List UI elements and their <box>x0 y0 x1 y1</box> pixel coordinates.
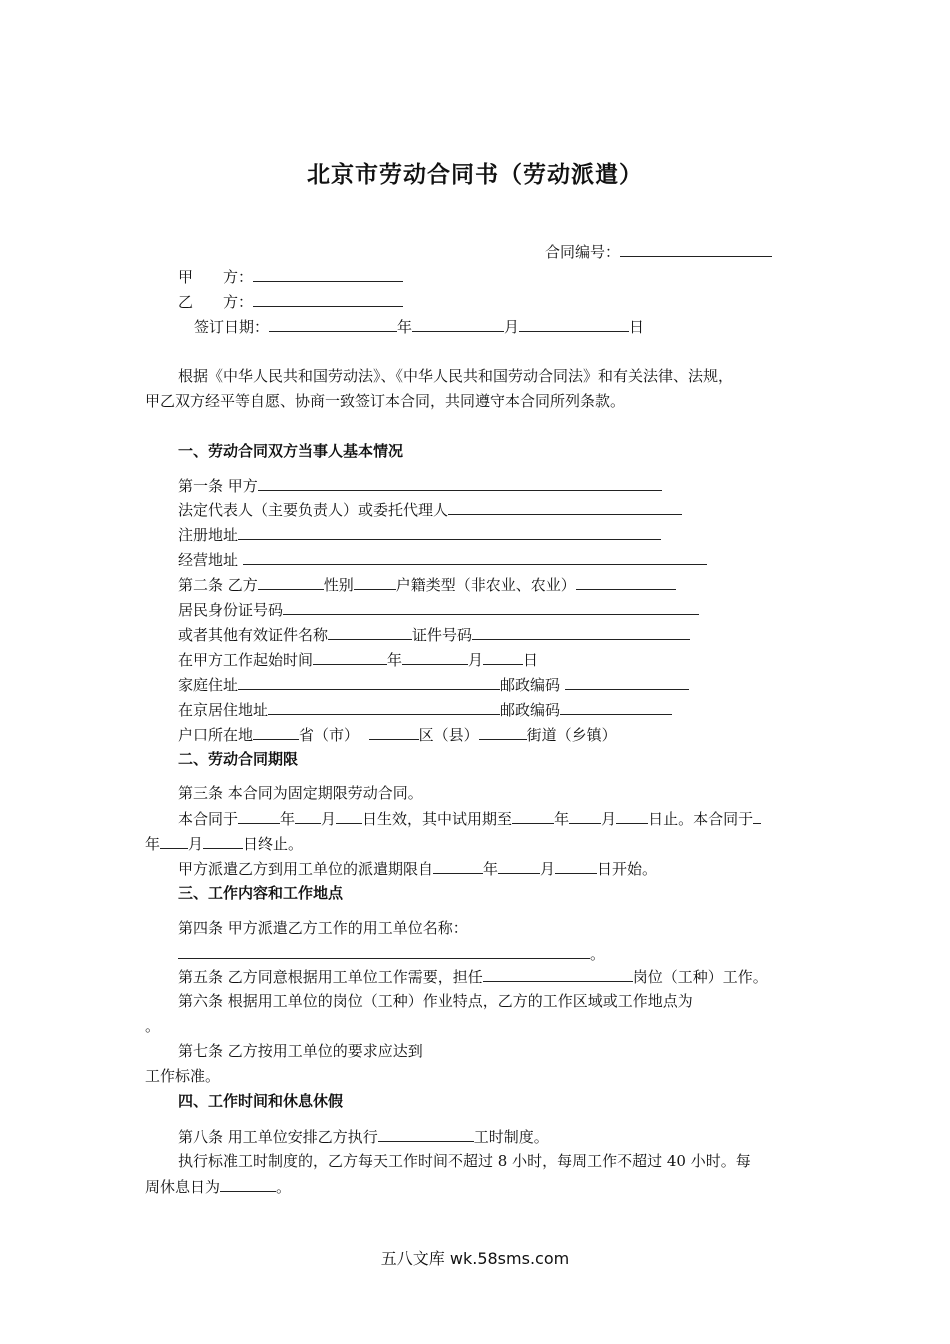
sign-day-blank[interactable] <box>519 316 629 332</box>
intro-line-2: 甲乙双方经平等自愿、协商一致签订本合同，共同遵守本合同所列条款。 <box>145 392 626 410</box>
section-1-heading: 一、劳动合同双方当事人基本情况 <box>178 442 404 460</box>
start-day-blank[interactable] <box>483 649 523 665</box>
beijing-postcode-blank[interactable] <box>560 699 672 715</box>
dispatch-period-line: 甲方派遣乙方到用工单位的派遣期限自 年 月 日开始。 <box>178 860 658 878</box>
effective-month-blank[interactable] <box>295 808 321 824</box>
position-blank[interactable] <box>483 966 633 982</box>
effective-day-blank[interactable] <box>336 808 362 824</box>
hukou-type-blank[interactable] <box>576 574 676 590</box>
home-address-line: 家庭住址 邮政编码 <box>178 674 689 695</box>
party-b-name-blank[interactable] <box>258 574 324 590</box>
street-blank[interactable] <box>479 724 527 740</box>
work-hours-system-blank[interactable] <box>378 1126 474 1142</box>
article-1-line: 第一条 甲方 <box>178 475 662 496</box>
province-blank[interactable] <box>253 724 299 740</box>
business-address-blank[interactable] <box>243 549 707 565</box>
trial-month-blank[interactable] <box>569 808 601 824</box>
rest-day-blank[interactable] <box>220 1176 276 1192</box>
sign-year-blank[interactable] <box>269 316 397 332</box>
dispatch-year-blank[interactable] <box>433 858 483 874</box>
other-id-name-blank[interactable] <box>328 624 412 640</box>
start-month-blank[interactable] <box>402 649 468 665</box>
registered-address-line: 注册地址 <box>178 524 661 545</box>
home-address-blank[interactable] <box>238 674 500 690</box>
registered-address-blank[interactable] <box>238 524 661 540</box>
trial-day-blank[interactable] <box>616 808 648 824</box>
party-a-line: 甲 方： <box>178 266 403 287</box>
home-postcode-blank[interactable] <box>565 674 689 690</box>
terminate-month-blank[interactable] <box>160 833 188 849</box>
hukou-location-line: 户口所在地 省（市） 区（县） 街道（乡镇） <box>178 726 617 744</box>
standard-hours-line-2: 周休息日为 。 <box>145 1178 292 1196</box>
terminate-prefix-blank[interactable] <box>753 808 761 824</box>
article-6-end: 。 <box>145 1017 161 1035</box>
article-7-end: 工作标准。 <box>145 1067 221 1085</box>
article-3-line: 第三条 本合同为固定期限劳动合同。 <box>178 784 423 802</box>
trial-year-blank[interactable] <box>512 808 554 824</box>
party-a-name-blank[interactable] <box>258 475 662 491</box>
employer-name-blank[interactable] <box>178 943 590 959</box>
terminate-day-blank[interactable] <box>203 833 243 849</box>
page-title: 北京市劳动合同书（劳动派遣） <box>307 161 643 188</box>
article-7-line: 第七条 乙方按用工单位的要求应达到 <box>178 1042 423 1060</box>
article-2-line: 第二条 乙方 性别 户籍类型（非农业、农业） <box>178 574 676 595</box>
id-number-blank[interactable] <box>283 599 699 615</box>
contract-period-line: 本合同于 年 月 日生效，其中试用期至 年 月 日止。本合同于 <box>178 808 761 829</box>
other-id-line: 或者其他有效证件名称 证件号码 <box>178 624 690 645</box>
article-4-line: 第四条 甲方派遣乙方工作的用工单位名称： <box>178 919 468 937</box>
business-address-line: 经营地址 <box>178 549 707 570</box>
party-a-blank[interactable] <box>253 266 403 282</box>
section-2-heading: 二、劳动合同期限 <box>178 750 299 768</box>
section-4-heading: 四、工作时间和休息休假 <box>178 1092 344 1110</box>
section-3-heading: 三、工作内容和工作地点 <box>178 884 344 902</box>
intro-line-1: 根据《中华人民共和国劳动法》、《中华人民共和国劳动合同法》和有关法律、法规， <box>178 367 734 385</box>
article-8-line: 第八条 用工单位安排乙方执行 工时制度。 <box>178 1128 549 1146</box>
footer-watermark: 五八文库 wk.58sms.com <box>380 1249 570 1268</box>
start-time-line: 在甲方工作起始时间 年 月 日 <box>178 651 539 669</box>
article-5-line: 第五条 乙方同意根据用工单位工作需要，担任 岗位（工种）工作。 <box>178 968 768 986</box>
district-blank[interactable] <box>369 724 419 740</box>
representative-blank[interactable] <box>448 499 682 515</box>
dispatch-month-blank[interactable] <box>498 858 540 874</box>
effective-year-blank[interactable] <box>238 808 280 824</box>
gender-blank[interactable] <box>354 574 396 590</box>
contract-number-blank[interactable] <box>620 241 772 257</box>
id-number-line: 居民身份证号码 <box>178 599 699 620</box>
dispatch-day-blank[interactable] <box>555 858 597 874</box>
party-b-blank[interactable] <box>253 291 403 307</box>
contract-termination-line: 年 月 日终止。 <box>145 835 304 853</box>
article-6-line: 第六条 根据用工单位的岗位（工种）作业特点，乙方的工作区域或工作地点为 <box>178 992 693 1010</box>
contract-number-line: 合同编号： <box>545 241 772 262</box>
start-year-blank[interactable] <box>313 649 387 665</box>
beijing-address-blank[interactable] <box>268 699 500 715</box>
representative-line: 法定代表人（主要负责人）或委托代理人 <box>178 499 682 520</box>
employer-name-line: 。 <box>178 943 605 964</box>
sign-date-line: 签订日期： 年 月 日 <box>194 318 645 336</box>
certificate-number-blank[interactable] <box>472 624 690 640</box>
sign-month-blank[interactable] <box>412 316 504 332</box>
party-b-line: 乙 方： <box>178 291 403 312</box>
beijing-address-line: 在京居住地址 邮政编码 <box>178 699 672 720</box>
standard-hours-line-1: 执行标准工时制度的，乙方每天工作时间不超过 8 小时，每周工作不超过 40 小时。每 <box>178 1152 751 1170</box>
